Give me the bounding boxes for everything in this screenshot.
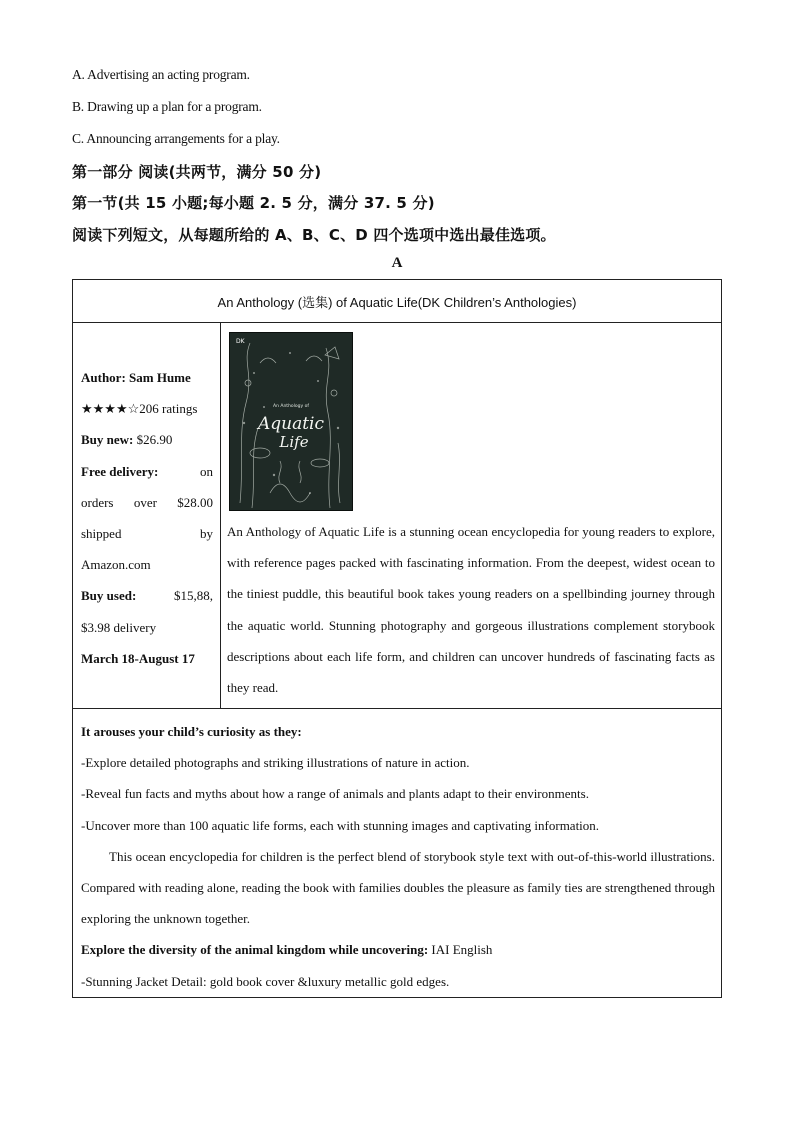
rating: ★★★★☆206 ratings xyxy=(81,401,198,417)
author-label: Author: Sam Hume xyxy=(81,370,191,385)
book-table xyxy=(72,279,722,998)
purchase-info xyxy=(81,362,213,674)
explore-suffix: IAI English xyxy=(428,942,493,958)
book-table-title: An Anthology (选集) of Aquatic Life(DK Children’s Anthologies) xyxy=(217,295,577,310)
free-delivery-on: on xyxy=(200,463,213,479)
book-cover-art xyxy=(230,333,352,510)
buy-used-label: Buy used: xyxy=(81,588,137,604)
divider xyxy=(73,708,721,709)
option-b: B. Drawing up a plan for a program. xyxy=(72,99,262,114)
book-description: An Anthology of Aquatic Life is a stunning ocean encyclopedia for young readers to explore, with reference pages packed with fascinating information. From the deepest, widest ocean to the tiniest puddle, this beautiful book takes young readers on a spellbinding journey through the aquatic world. Stunning photography and gorgeous illustrations complement storybook descriptions about each life form, and children can uncover hundreds of fascinating facts as they read. xyxy=(227,524,715,696)
buy-new-price: $26.90 xyxy=(133,432,173,448)
seller: Amazon.com xyxy=(81,557,151,573)
used-delivery: $3.98 delivery xyxy=(81,619,157,635)
option-c: C. Announcing arrangements for a play. xyxy=(72,131,280,146)
cover-logo: DK xyxy=(236,338,245,345)
delivery-threshold: $28.00 xyxy=(177,494,213,510)
by-word: by xyxy=(200,526,213,542)
cover-subtitle: An Anthology of xyxy=(273,404,309,409)
buy-used-price: $15,88, xyxy=(174,588,213,604)
over-word: over xyxy=(133,494,157,510)
explore-heading: Explore the diversity of the animal kingdom while uncovering: xyxy=(81,942,429,958)
bullet-item: -Uncover more than 100 aquatic life forms, each with stunning images and captivating information. xyxy=(81,817,600,833)
orders-word: orders xyxy=(81,494,114,510)
part-heading: 第一部分 阅读(共两节，满分 50 分) xyxy=(72,163,322,181)
option-a: A. Advertising an acting program. xyxy=(72,67,250,82)
bullet-item: -Reveal fun facts and myths about how a range of animals and plants adapt to their environments. xyxy=(81,786,589,802)
passage-letter: A xyxy=(391,255,403,271)
shipped-word: shipped xyxy=(81,526,122,542)
divider xyxy=(73,322,721,323)
curiosity-heading: It arouses your child’s curiosity as they: xyxy=(81,724,302,739)
free-delivery-label: Free delivery: xyxy=(81,463,159,479)
book-cover-image xyxy=(229,332,353,511)
delivery-dates: March 18-August 17 xyxy=(81,650,195,666)
body-paragraph: This ocean encyclopedia for children is the perfect blend of storybook style text with out-of-this-world illustrations. Compared with reading alone, reading the book with families doubles the pleasure as family ties are strengthened through exploring the unknown together. xyxy=(81,848,715,927)
instruction-heading: 阅读下列短文，从每题所给的 A、B、C、D 四个选项中选出最佳选项。 xyxy=(72,226,556,244)
section-heading: 第一节(共 15 小题;每小题 2. 5 分，满分 37. 5 分) xyxy=(72,194,435,212)
cover-title-line1: Aquatic xyxy=(257,414,325,434)
cover-title-line2: Life xyxy=(279,433,309,451)
features-section xyxy=(81,716,715,997)
jacket-detail: -Stunning Jacket Detail: gold book cover &luxury metallic gold edges. xyxy=(81,973,450,989)
buy-new-label: Buy new: xyxy=(81,432,134,448)
bullet-item: -Explore detailed photographs and striking illustrations of nature in action. xyxy=(81,755,470,771)
column-divider xyxy=(220,322,221,708)
